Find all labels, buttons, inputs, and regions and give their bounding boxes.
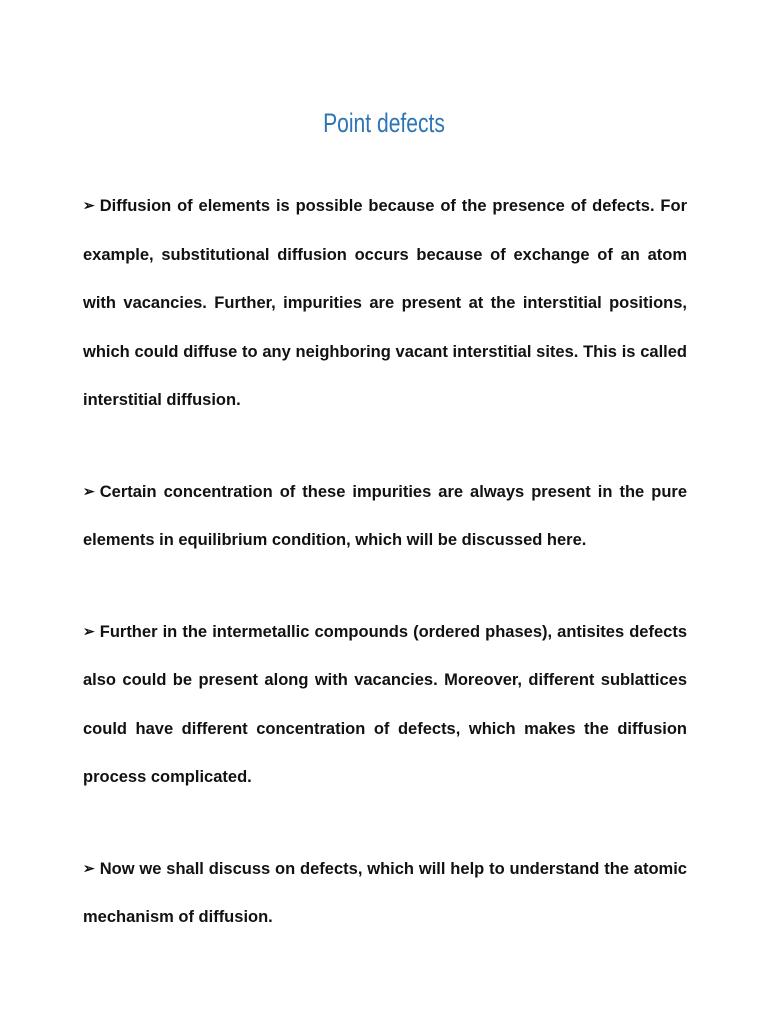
arrow-bullet-icon: ➢ [83,622,95,639]
bullet-paragraph-3 [83,608,687,802]
arrow-bullet-icon: ➢ [83,859,95,876]
paragraph-text: Further in the intermetallic compounds (ordered phases), antisites defects also could be present along with vacancies. Moreover, different sublattices could have different concentration of defects, which makes the diffusion process complicated. [83,622,687,786]
bullet-paragraph-4 [83,845,687,942]
paragraph-text: Diffusion of elements is possible because of the presence of defects. For example, substitutional diffusion occurs because of exchange of an atom with vacancies. Further, impurities are present at the interstitial positions, which could diffuse to any neighboring vacant interstitial sites. This is called interstitial diffusion. [83,197,687,409]
paragraph-text: Now we shall discuss on defects, which will help to understand the atomic mechanism of diffusion. [83,859,687,926]
page-title: Point defects [323,108,445,138]
bullet-paragraph-2 [83,468,687,565]
arrow-bullet-icon: ➢ [83,482,95,499]
bullet-paragraph-1 [83,182,687,425]
arrow-bullet-icon: ➢ [83,197,95,213]
paragraph-text: Certain concentration of these impurities are always present in the pure elements in equilibrium condition, which will be discussed here. [83,482,687,549]
bullet-list [83,182,687,985]
